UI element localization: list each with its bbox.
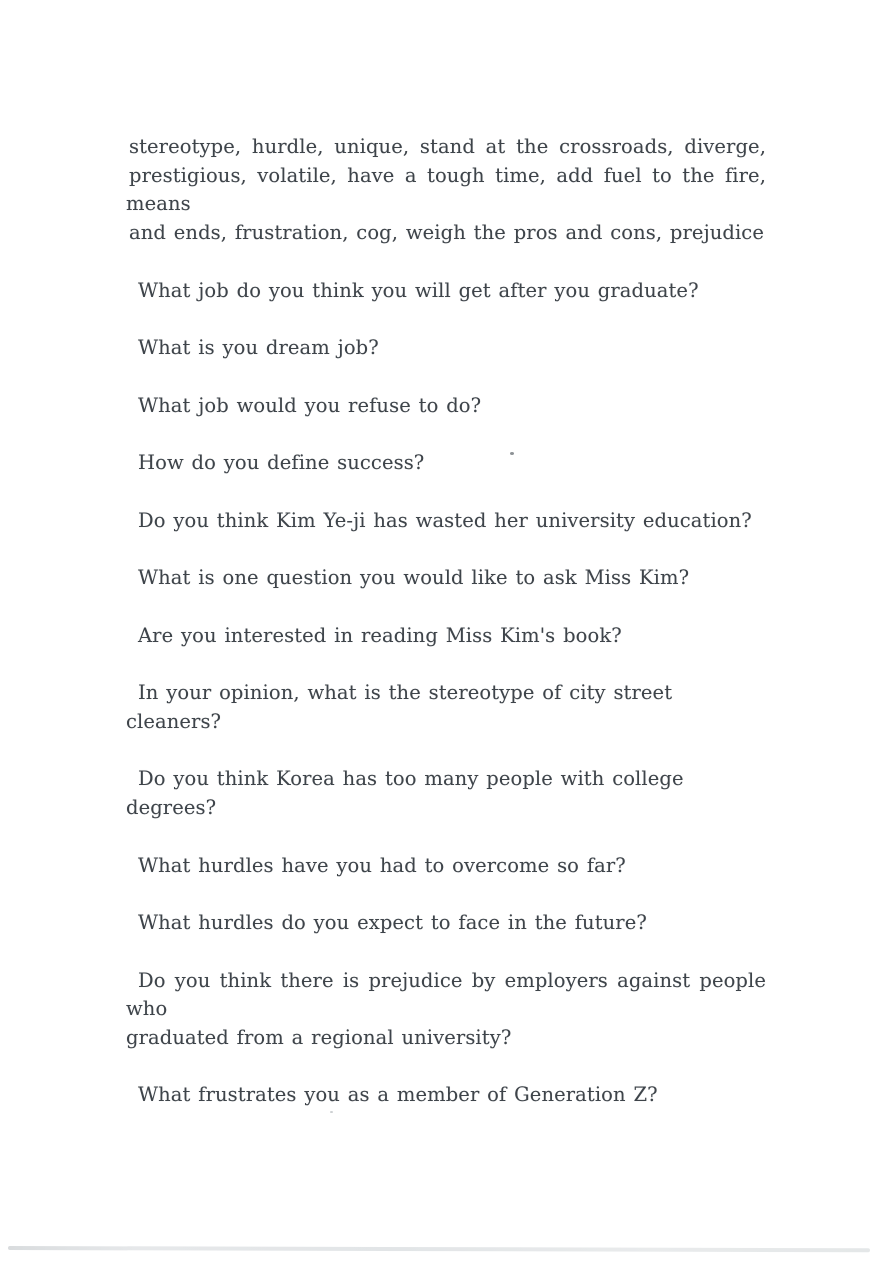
text-line: What frustrates you as a member of Generation Z? <box>138 1083 658 1107</box>
text-line: Do you think there is prejudice by employers against people who <box>126 968 766 1021</box>
question-item <box>126 392 766 421</box>
vocab-list <box>126 133 766 248</box>
text-line: prestigious, volatile, have a tough time, add fuel to the fire, means <box>126 163 766 216</box>
text-line: What is you dream job? <box>138 336 379 360</box>
question-item <box>126 1081 766 1110</box>
text-line: What is one question you would like to ask Miss Kim? <box>138 566 690 590</box>
text-line: and ends, frustration, cog, weigh the pros and cons, prejudice <box>129 221 764 245</box>
question-item <box>126 967 766 1053</box>
question-item <box>126 852 766 881</box>
question-item <box>126 765 766 822</box>
text-line: What job would you refuse to do? <box>138 393 482 417</box>
text-line: Are you interested in reading Miss Kim's book? <box>138 623 622 647</box>
question-item <box>126 277 766 306</box>
page-content <box>126 133 766 1139</box>
question-item <box>126 679 766 736</box>
text-line: Do you think Kim Ye-ji has wasted her university education? <box>138 508 752 532</box>
scan-speck <box>510 452 514 455</box>
text-line: stereotype, hurdle, unique, stand at the crossroads, diverge, <box>129 135 766 158</box>
question-item <box>126 334 766 363</box>
text-line: What hurdles have you had to overcome so far? <box>138 853 626 877</box>
question-item <box>126 909 766 938</box>
question-item <box>126 449 766 478</box>
text-line: Do you think Korea has too many people with college degrees? <box>126 767 684 820</box>
question-item <box>126 622 766 651</box>
questions-list <box>126 277 766 1111</box>
scan-artifact-line <box>8 1246 870 1252</box>
scan-speck <box>330 1111 333 1113</box>
question-item <box>126 507 766 536</box>
text-line: What hurdles do you expect to face in the future? <box>138 911 647 935</box>
text-line: graduated from a regional university? <box>126 1025 512 1049</box>
text-line: What job do you think you will get after you graduate? <box>138 278 699 302</box>
text-line: In your opinion, what is the stereotype of city street cleaners? <box>126 681 673 733</box>
text-line: How do you define success? <box>138 451 425 475</box>
question-item <box>126 564 766 593</box>
